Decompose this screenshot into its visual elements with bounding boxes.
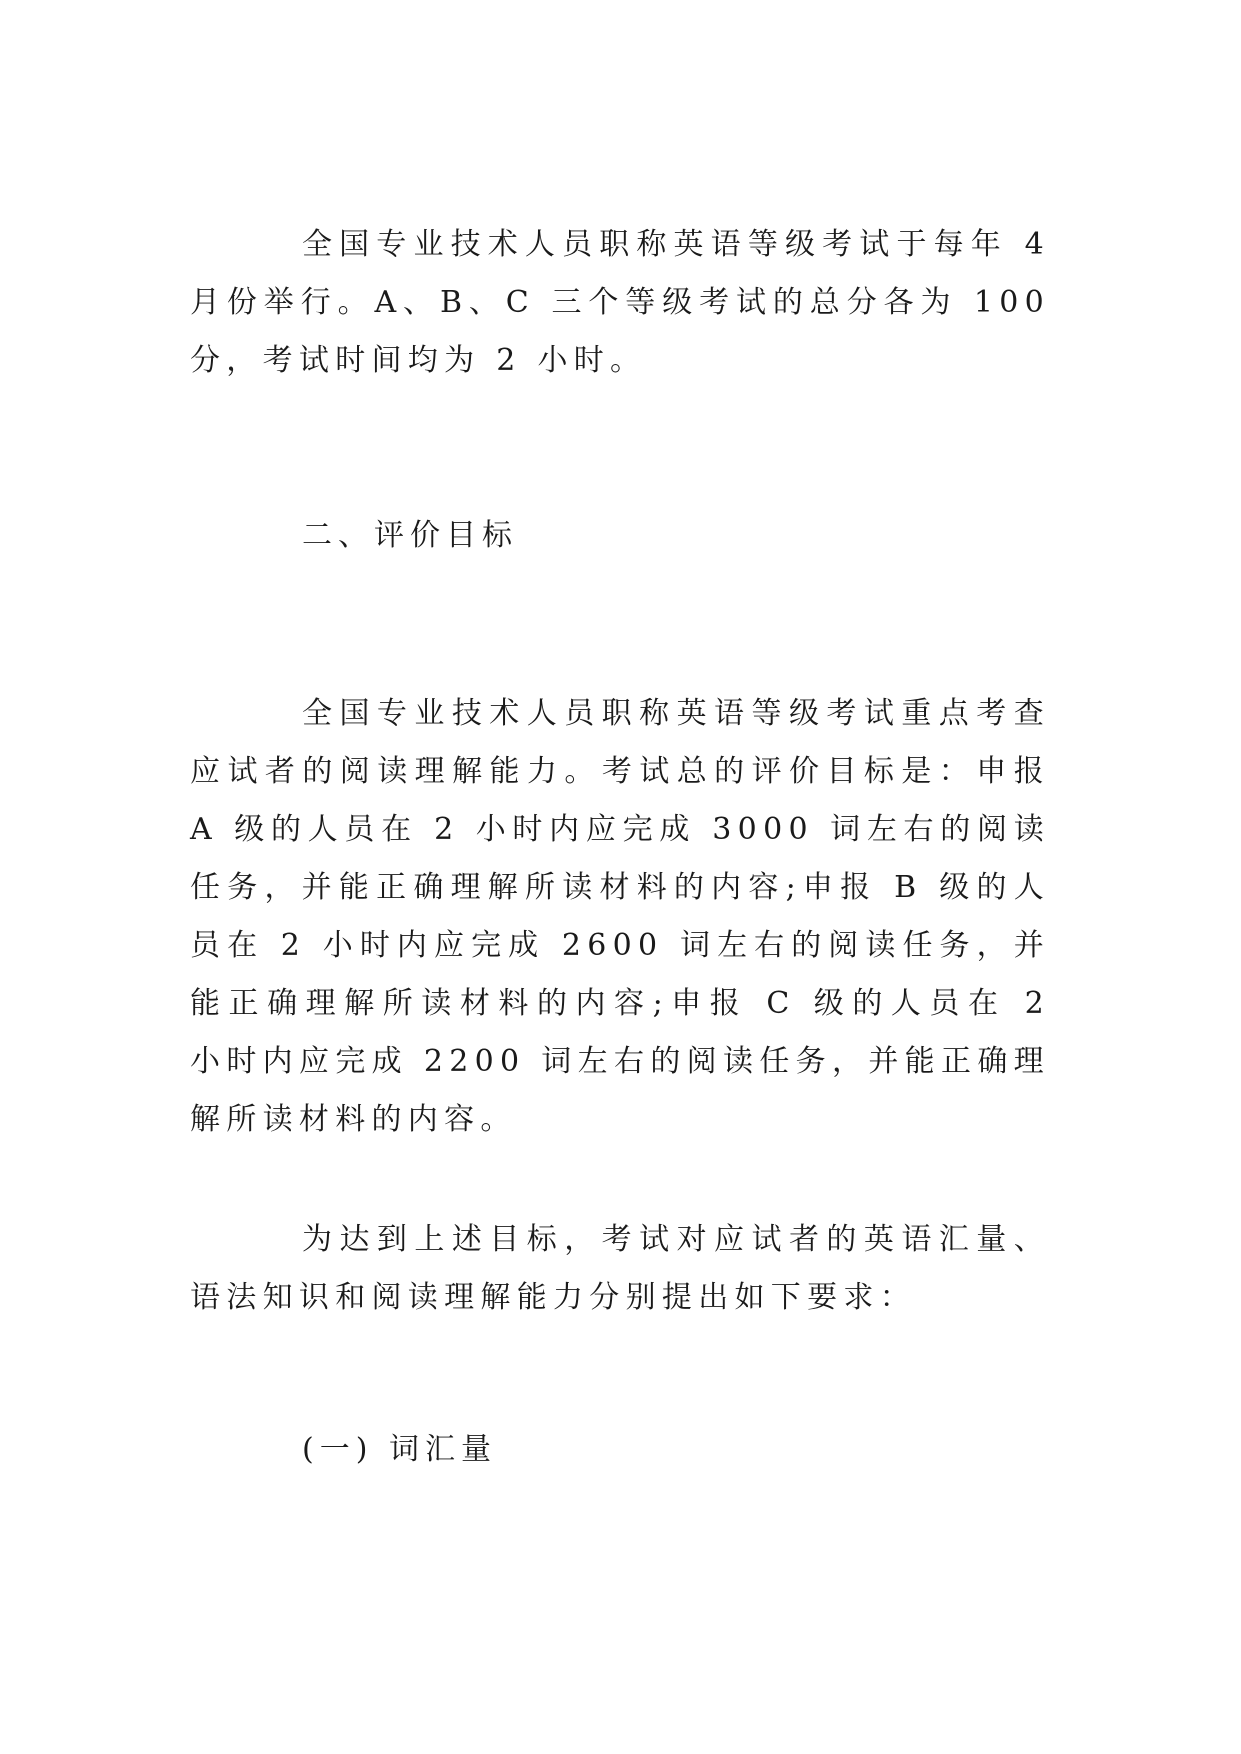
section-heading-evaluation-goals: 二、评价目标 bbox=[302, 518, 518, 553]
subsection-heading-vocabulary: (一) 词汇量 bbox=[302, 1432, 497, 1467]
paragraph-evaluation-goals: 全国专业技术人员职称英语等级考试重点考查应试者的阅读理解能力。考试总的评价目标是：申报 A 级的人员在 2 小时内应完成 3000 词左右的阅读任务，并能正确理解所读材料的内容;申报 B 级的人员在 2 小时内应完成 2600 词左右的阅读任务，并能正确理解所读材料的内容;申报 C 级的人员在 2 小时内应完成 2200 词左右的阅读任务，并能正确理解所读材料的内容。 bbox=[190, 696, 1050, 1137]
paragraph-exam-schedule: 全国专业技术人员职称英语等级考试于每年 4 月份举行。A、B、C 三个等级考试的总分各为 100 分，考试时间均为 2 小时。 bbox=[190, 227, 1050, 378]
paragraph-requirements-intro: 为达到上述目标，考试对应试者的英语汇量、语法知识和阅读理解能力分别提出如下要求： bbox=[190, 1222, 1050, 1315]
